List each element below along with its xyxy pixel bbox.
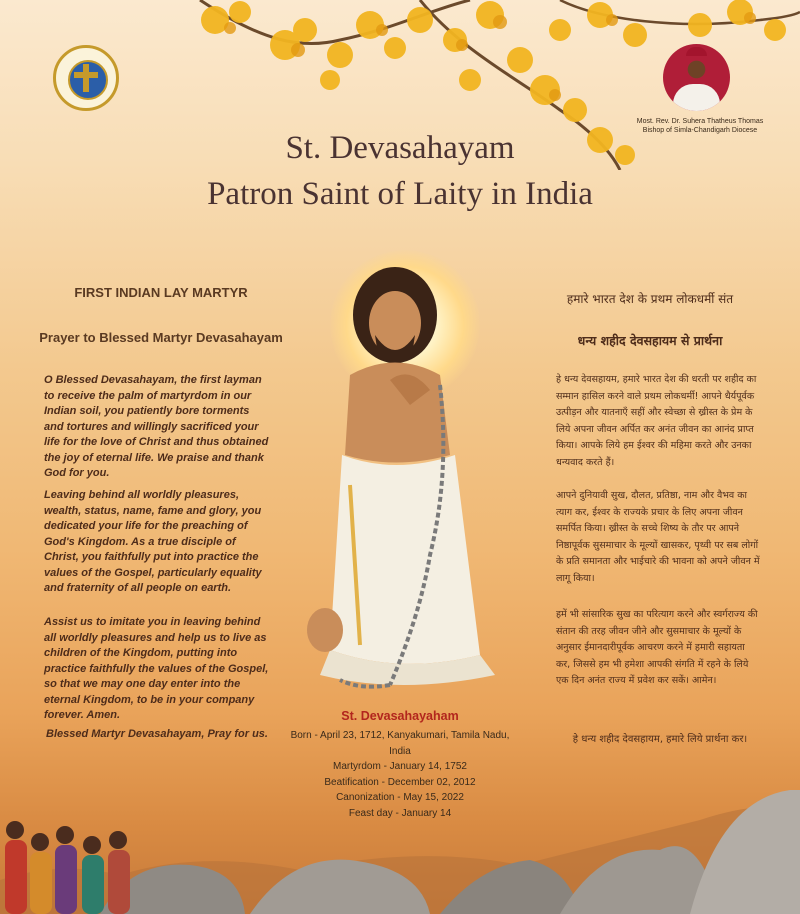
seal-cross [83, 64, 89, 92]
hindi-paragraph: हमें भी सांसारिक सुख का परित्याग करने और स्वर्गराज्य की संतान की तरह जीवन जीने और सुसमाचार के मूल्यों के अनुसार ईमानदारीपूर्वक आचरण करने में हमारी सहायता कर, जिससे हम भी हमेशा आपकी संगति में रहने के लिये एक दिन अनंत राज्य में प्रवेश कर सकें। आमेन। [556, 609, 758, 686]
page-subtitle: Patron Saint of Laity in India [207, 176, 593, 212]
crowd [5, 821, 130, 914]
fact-martyrdom: Martyrdom - January 14, 1752 [333, 761, 467, 772]
fact-canonization: Canonization - May 15, 2022 [336, 792, 464, 803]
bishop-robe [673, 84, 720, 111]
fact-born: Born - April 23, 1712, Kanyakumari, Tamila Nadu, India [290, 730, 510, 757]
saint-name: St. Devasahayaham [341, 709, 459, 723]
bishop-zucchetto [686, 47, 707, 56]
bishop-name: Most. Rev. Dr. Suhera Thatheus Thomas [636, 118, 764, 125]
english-prayer-title: Prayer to Blessed Martyr Devasahayam [39, 330, 283, 345]
diocese-seal-icon [53, 45, 119, 111]
seal-cross-bar [74, 72, 98, 78]
fact-beatification: Beatification - December 02, 2012 [324, 776, 476, 788]
bishop-portrait [663, 44, 730, 111]
english-paragraph: Leaving behind all worldly pleasures, wealth, status, name, fame and glory, you dedicated your life for the preaching of God's Kingdom. As a true disciple of Christ, you faithfully put into practice the values of the Gospel, particularly equality and fraternity of all people on earth. [44, 489, 262, 594]
hindi-paragraph: हे धन्य देवसहायम, हमारे भारत देश की धरती पर शहीद का सम्मान हासिल करने वाले प्रथम लोकधर्मी! आपने धैर्यपूर्वक उत्पीड़न और यातनाएँ सहीं और स्वेच्छा से ख्रीस्त के प्रेम के लिये अपना जीवन अर्पित कर अनंत जीवन का आनंद प्राप्त किया। आपके लिये हम ईश्वर की महिमा करते और उनका धन्यवाद करते हैं। [556, 374, 757, 468]
fact-feast-day: Feast day - January 14 [348, 807, 452, 819]
hindi-paragraph: आपने दुनियावी सुख, दौलत, प्रतिष्ठा, नाम और वैभव का त्याग कर, ईश्वर के राज्यके प्रचार के लिए अपना जीवन समर्पित किया। ख्रीस्त के सच्चे शिष्य के तौर पर आपने निष्ठापूर्वक सुसमाचार के मूल्यों खासकर, पृथ्वी पर सब लोगों के प्रति समानता और भाईचारे की भावना को अपने जीवन में लागू किया। [556, 490, 760, 584]
rocks [0, 790, 800, 914]
english-paragraph: O Blessed Devasahayam, the first layman to receive the palm of martyrdom in our Indian soil, you patiently bore torments and tortures and willingly sacrificed your life for the love of Christ and thus obtained the joy of eternal life. We praise and thank God for you. [44, 374, 269, 479]
bishop-title: Bishop of Simla-Chandigarh Diocese [642, 127, 758, 134]
english-closing: Blessed Martyr Devasahayam, Pray for us. [46, 728, 268, 740]
hindi-prayer-title: धन्य शहीद देवसहायम से प्रार्थना [577, 333, 723, 348]
saint-figure [290, 255, 510, 705]
english-paragraph: Assist us to imitate you in leaving behind all worldly pleasures and help us to live as children of the Kingdom, putting into practice faithfully the values of the Gospel, so that we may one day enter into the eternal Kingdom, to be in your company forever. Amen. [44, 616, 269, 721]
page-title: St. Devasahayam [285, 130, 515, 166]
english-heading: FIRST INDIAN LAY MARTYR [74, 285, 248, 300]
hindi-heading: हमारे भारत देश के प्रथम लोकधर्मी संत [566, 292, 734, 306]
hindi-closing: हे धन्य शहीद देवसहायम, हमारे लिये प्रार्थना कर। [572, 734, 748, 745]
